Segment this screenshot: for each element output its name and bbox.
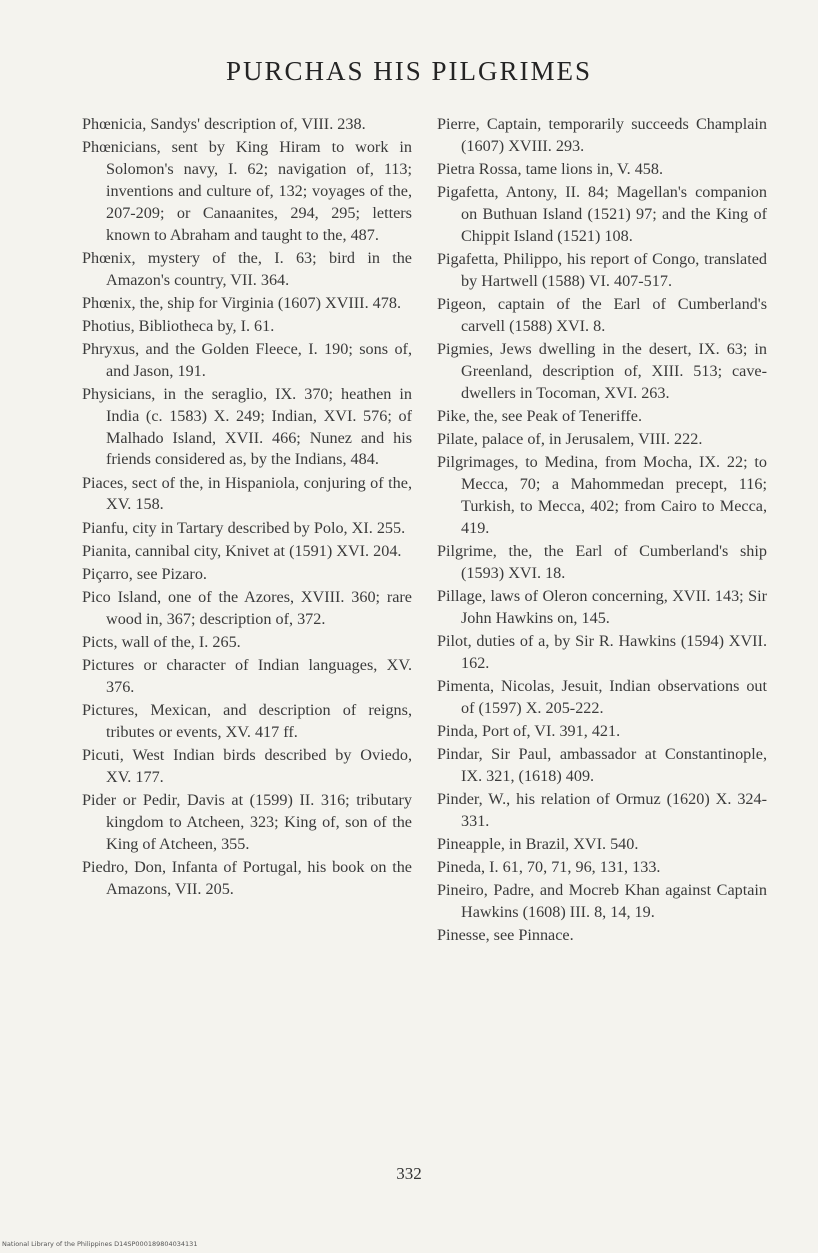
scan-credit: National Library of the Philippines D14SP000189804034131 <box>2 1240 198 1248</box>
index-entry: Phœnicia, Sandys' description of, VIII. 238. <box>82 115 366 133</box>
index-entry: Pigafetta, Antony, II. 84; Magellan's companion on Buthuan Island (1521) 97; and the King of Chippit Island (1521) 108. <box>437 183 767 245</box>
index-entry: Piedro, Don, Infanta of Portugal, his book on the Amazons, VII. 205. <box>82 857 412 898</box>
index-column-right <box>437 114 767 948</box>
index-entry: Picts, wall of the, I. 265. <box>82 632 241 651</box>
index-entry: Pico Island, one of the Azores, XVIII. 360; rare wood in, 367; description of, 372. <box>82 587 412 628</box>
index-entry: Pietra Rossa, tame lions in, V. 458. <box>437 159 664 178</box>
index-entry: Pilgrimages, to Medina, from Mocha, IX. 22; to Mecca, 70; a Mahommedan precept, 116; Turkish, to Mecca, 402; from Cairo to Mecca, 419. <box>437 453 767 537</box>
index-entry: Pineapple, in Brazil, XVI. 540. <box>437 834 639 853</box>
index-entry: Pike, the, see Peak of Teneriffe. <box>437 406 643 425</box>
index-entry: Physicians, in the seraglio, IX. 370; heathen in India (c. 1583) X. 249; Indian, XVI. 576; of Malhado Island, XVII. 466; Nunez and his friends considered as, by the Indians, 484. <box>82 384 412 469</box>
index-entry: Phœnicians, sent by King Hiram to work in Solomon's navy, I. 62; navigation of, 113; inventions and culture of, 132; voyages of the, 207-209; or Canaanites, 294, 295; letters known to Abraham and taught to the, 487. <box>82 138 412 244</box>
index-entry: Piçarro, see Pizaro. <box>82 564 207 583</box>
index-entry: Pilot, duties of a, by Sir R. Hawkins (1594) XVII. 162. <box>437 631 767 672</box>
index-entry: Pineiro, Padre, and Mocreb Khan against Captain Hawkins (1608) III. 8, 14, 19. <box>437 881 767 921</box>
index-entry: Pigeon, captain of the Earl of Cumberland's carvell (1588) XVI. 8. <box>437 294 767 335</box>
index-entry: Pianfu, city in Tartary described by Polo, XI. 255. <box>82 518 406 537</box>
index-entry: Pilate, palace of, in Jerusalem, VIII. 222. <box>437 429 703 448</box>
index-entry: Pigmies, Jews dwelling in the desert, IX. 63; in Greenland, description of, XIII. 513; cave-dwellers in Tocoman, XVI. 263. <box>437 339 767 402</box>
index-entry: Pineda, I. 61, 70, 71, 96, 131, 133. <box>437 857 661 876</box>
index-entry: Pilgrime, the, the Earl of Cumberland's ship (1593) XVI. 18. <box>437 541 767 582</box>
index-entry: Pider or Pedir, Davis at (1599) II. 316; tributary kingdom to Atcheen, 323; King of, son of the King of Atcheen, 355. <box>82 791 412 853</box>
index-entry: Phœnix, the, ship for Virginia (1607) XVIII. 478. <box>82 293 401 312</box>
index-entry: Phœnix, mystery of the, I. 63; bird in the Amazon's country, VII. 364. <box>82 248 412 289</box>
index-entry: Pinesse, see Pinnace. <box>437 926 574 945</box>
index-entry: Pinder, W., his relation of Ormuz (1620) X. 324-331. <box>437 789 767 830</box>
index-entry: Pinda, Port of, VI. 391, 421. <box>437 721 621 740</box>
index-entry: Pimenta, Nicolas, Jesuit, Indian observations out of (1597) X. 205-222. <box>437 676 767 717</box>
index-entry: Pianita, cannibal city, Knivet at (1591) XVI. 204. <box>82 541 402 560</box>
page-number: 332 <box>396 1164 422 1183</box>
index-entry: Pictures or character of Indian languages, XV. 376. <box>82 656 412 696</box>
index-entry: Pierre, Captain, temporarily succeeds Champlain (1607) XVIII. 293. <box>437 115 767 155</box>
index-column-left <box>82 114 412 902</box>
index-entry: Picuti, West Indian birds described by Oviedo, XV. 177. <box>82 746 412 786</box>
index-entry: Photius, Bibliotheca by, I. 61. <box>82 316 275 335</box>
index-entry: Pindar, Sir Paul, ambassador at Constantinople, IX. 321, (1618) 409. <box>437 744 767 785</box>
page-title: PURCHAS HIS PILGRIMES <box>225 56 593 86</box>
index-entry: Pigafetta, Philippo, his report of Congo, translated by Hartwell (1588) VI. 407-517. <box>437 249 767 290</box>
index-entry: Piaces, sect of the, in Hispaniola, conjuring of the, XV. 158. <box>82 473 412 514</box>
index-entry: Pillage, laws of Oleron concerning, XVII. 143; Sir John Hawkins on, 145. <box>437 586 767 627</box>
index-entry: Pictures, Mexican, and description of reigns, tributes or events, XV. 417 ff. <box>82 701 412 741</box>
index-entry: Phryxus, and the Golden Fleece, I. 190; sons of, and Jason, 191. <box>82 339 412 380</box>
